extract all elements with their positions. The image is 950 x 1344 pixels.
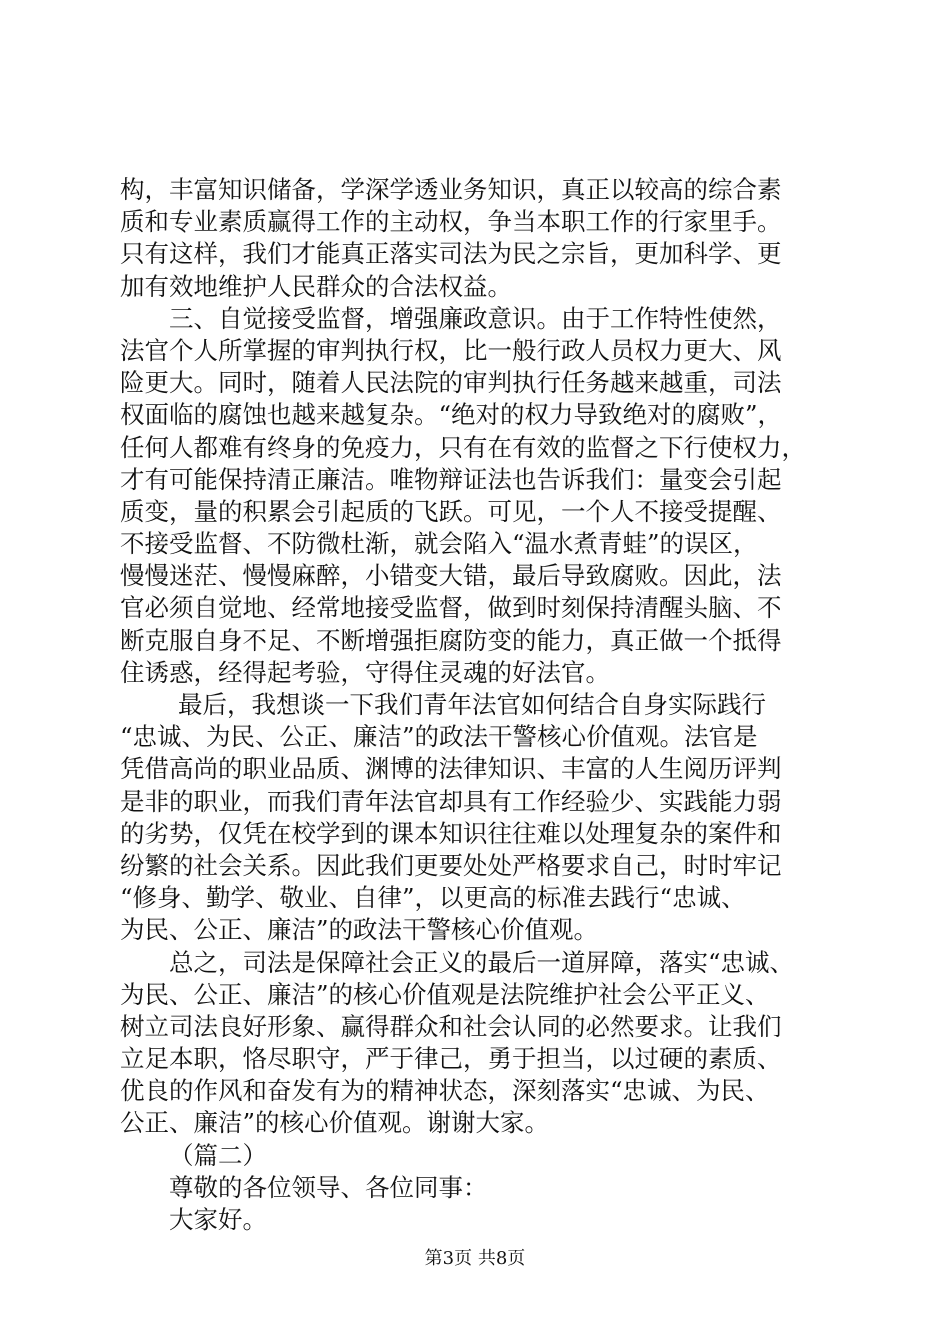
text-line: 慢慢迷茫、慢慢麻醉，小错变大错，最后导致腐败。因此，法	[120, 561, 782, 591]
text-line: 只有这样，我们才能真正落实司法为民之宗旨，更加科学、更	[120, 239, 782, 269]
text-line: 加有效地维护人民群众的合法权益。	[120, 271, 512, 301]
text-line: 险更大。同时，随着人民法院的审判执行任务越来越重，司法	[120, 368, 782, 398]
text-line: 纷繁的社会关系。因此我们更要处处严格要求自己，时时牢记	[120, 850, 782, 880]
text-line: 的劣势，仅凭在校学到的课本知识往往难以处理复杂的案件和	[120, 818, 782, 848]
text-line: 住诱惑，经得起考验，守得住灵魂的好法官。	[120, 657, 610, 687]
text-line: 树立司法良好形象、赢得群众和社会认同的必然要求。让我们	[120, 1011, 782, 1041]
text-line: “忠诚、为民、公正、廉洁”的政法干警核心价值观。法官是	[120, 722, 758, 752]
text-line: 构，丰富知识储备，学深学透业务知识，真正以较高的综合素	[120, 175, 782, 204]
text-line: 法官个人所掌握的审判执行权，比一般行政人员权力更大、风	[120, 335, 782, 365]
text-line: 凭借高尚的职业品质、渊博的法律知识、丰富的人生阅历评判	[120, 754, 782, 784]
text-line: “修身、勤学、敬业、自律”，以更高的标准去践行“忠诚、	[120, 883, 746, 913]
text-line: 才有可能保持清正廉洁。唯物辩证法也告诉我们：量变会引起	[120, 464, 782, 494]
page-footer: 第3页 共8页	[424, 1248, 526, 1269]
document-body	[120, 174, 832, 1236]
text-line: 公正、廉洁”的核心价值观。谢谢大家。	[120, 1108, 550, 1138]
text-line: 权面临的腐蚀也越来越复杂。“绝对的权力导致绝对的腐败”，	[120, 400, 783, 430]
text-line: 断克服自身不足、不断增强拒腐防变的能力，真正做一个抵得	[120, 625, 782, 655]
text-line: 官必须自觉地、经常地接受监督，做到时刻保持清醒头脑、不	[120, 593, 782, 623]
section-heading: （篇二）	[169, 1140, 267, 1170]
text-line: 质和专业素质赢得工作的主动权，争当本职工作的行家里手。	[120, 207, 782, 237]
paragraph-start-line: 总之，司法是保障社会正义的最后一道屏障，落实“忠诚、	[169, 947, 795, 977]
text-line: 不接受监督、不防微杜渐，就会陷入“温水煮青蛙”的误区，	[120, 529, 758, 559]
text-line: 立足本职，恪尽职守，严于律己，勇于担当，以过硬的素质、	[120, 1044, 782, 1074]
text-line: 为民、公正、廉洁”的政法干警核心价值观。	[120, 915, 599, 945]
text-line: 是非的职业，而我们青年法官却具有工作经验少、实践能力弱	[120, 786, 782, 816]
paragraph-start-line: 最后，我想谈一下我们青年法官如何结合自身实际践行	[178, 690, 766, 719]
salutation-line: 尊敬的各位领导、各位同事：	[169, 1172, 488, 1202]
text-line: 质变，量的积累会引起质的飞跃。可见，一个人不接受提醒、	[120, 496, 782, 526]
paragraph-start-line: 三、自觉接受监督，增强廉政意识。由于工作特性使然，	[169, 303, 782, 333]
text-line: 任何人都难有终身的免疫力，只有在有效的监督之下行使权力，	[120, 432, 806, 462]
text-line: 为民、公正、廉洁”的核心价值观是法院维护社会公平正义、	[120, 979, 770, 1009]
text-line: 优良的作风和奋发有为的精神状态，深刻落实“忠诚、为民、	[120, 1076, 770, 1106]
greeting-line: 大家好。	[169, 1205, 267, 1234]
